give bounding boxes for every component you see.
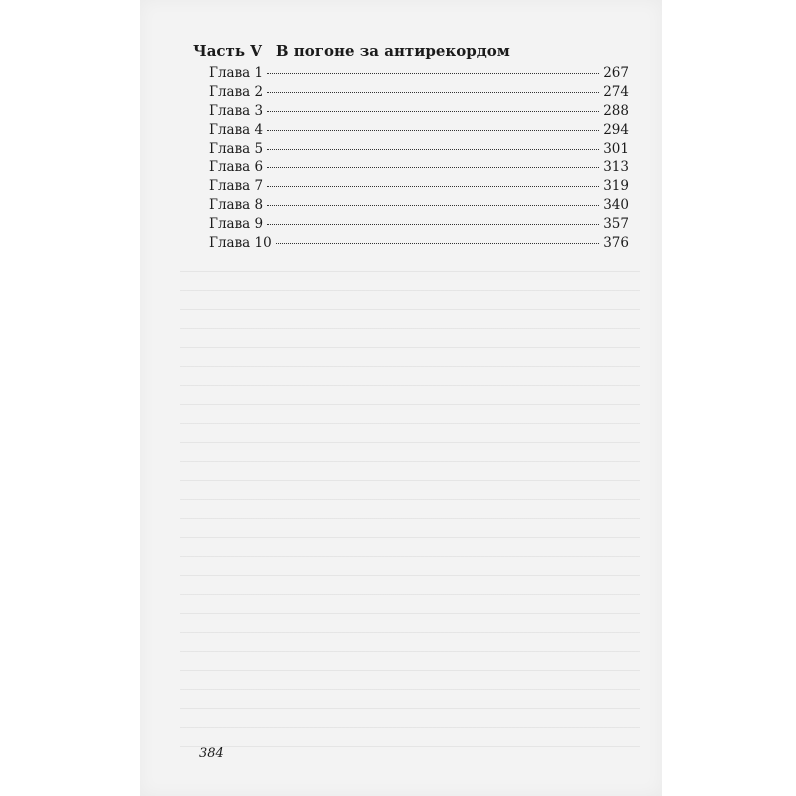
chapter-page: 294 bbox=[603, 121, 629, 138]
chapter-page: 313 bbox=[603, 159, 629, 176]
chapter-title: Глава 3 bbox=[209, 102, 264, 119]
part-label: Часть V bbox=[193, 42, 262, 60]
dot-leader bbox=[267, 92, 599, 93]
dot-leader bbox=[267, 167, 599, 168]
chapter-page: 340 bbox=[603, 197, 629, 214]
chapter-list bbox=[193, 65, 629, 254]
toc-entry bbox=[193, 159, 629, 178]
chapter-page: 288 bbox=[603, 102, 629, 119]
toc-entry bbox=[193, 122, 629, 141]
chapter-page: 357 bbox=[603, 216, 629, 233]
chapter-title: Глава 9 bbox=[209, 216, 264, 233]
chapter-title: Глава 8 bbox=[209, 197, 264, 214]
chapter-title: Глава 10 bbox=[209, 235, 272, 252]
chapter-title: Глава 6 bbox=[209, 159, 264, 176]
part-heading bbox=[193, 42, 629, 60]
chapter-title: Глава 4 bbox=[209, 121, 264, 138]
chapter-page: 319 bbox=[603, 178, 629, 195]
chapter-title: Глава 2 bbox=[209, 83, 264, 100]
dot-leader bbox=[267, 130, 599, 131]
chapter-page: 301 bbox=[603, 140, 629, 157]
toc-entry bbox=[193, 84, 629, 103]
chapter-page: 267 bbox=[603, 65, 629, 81]
toc-entry bbox=[193, 197, 629, 216]
toc-entry bbox=[193, 141, 629, 160]
table-of-contents bbox=[193, 42, 629, 254]
dot-leader bbox=[267, 224, 599, 225]
page-number: 384 bbox=[199, 746, 224, 761]
part-title: В погоне за антирекордом bbox=[275, 42, 510, 60]
dot-leader bbox=[276, 243, 600, 244]
dot-leader bbox=[267, 73, 599, 74]
toc-entry bbox=[193, 178, 629, 197]
chapter-title: Глава 7 bbox=[209, 178, 264, 195]
toc-entry bbox=[193, 235, 629, 254]
dot-leader bbox=[267, 111, 599, 112]
dot-leader bbox=[267, 186, 599, 187]
toc-entry bbox=[193, 103, 629, 122]
toc-entry bbox=[193, 65, 629, 84]
dot-leader bbox=[267, 205, 599, 206]
chapter-title: Глава 5 bbox=[209, 140, 264, 157]
chapter-title: Глава 1 bbox=[209, 65, 264, 81]
dot-leader bbox=[267, 149, 599, 150]
chapter-page: 274 bbox=[603, 83, 629, 100]
chapter-page: 376 bbox=[603, 235, 629, 252]
toc-entry bbox=[193, 216, 629, 235]
